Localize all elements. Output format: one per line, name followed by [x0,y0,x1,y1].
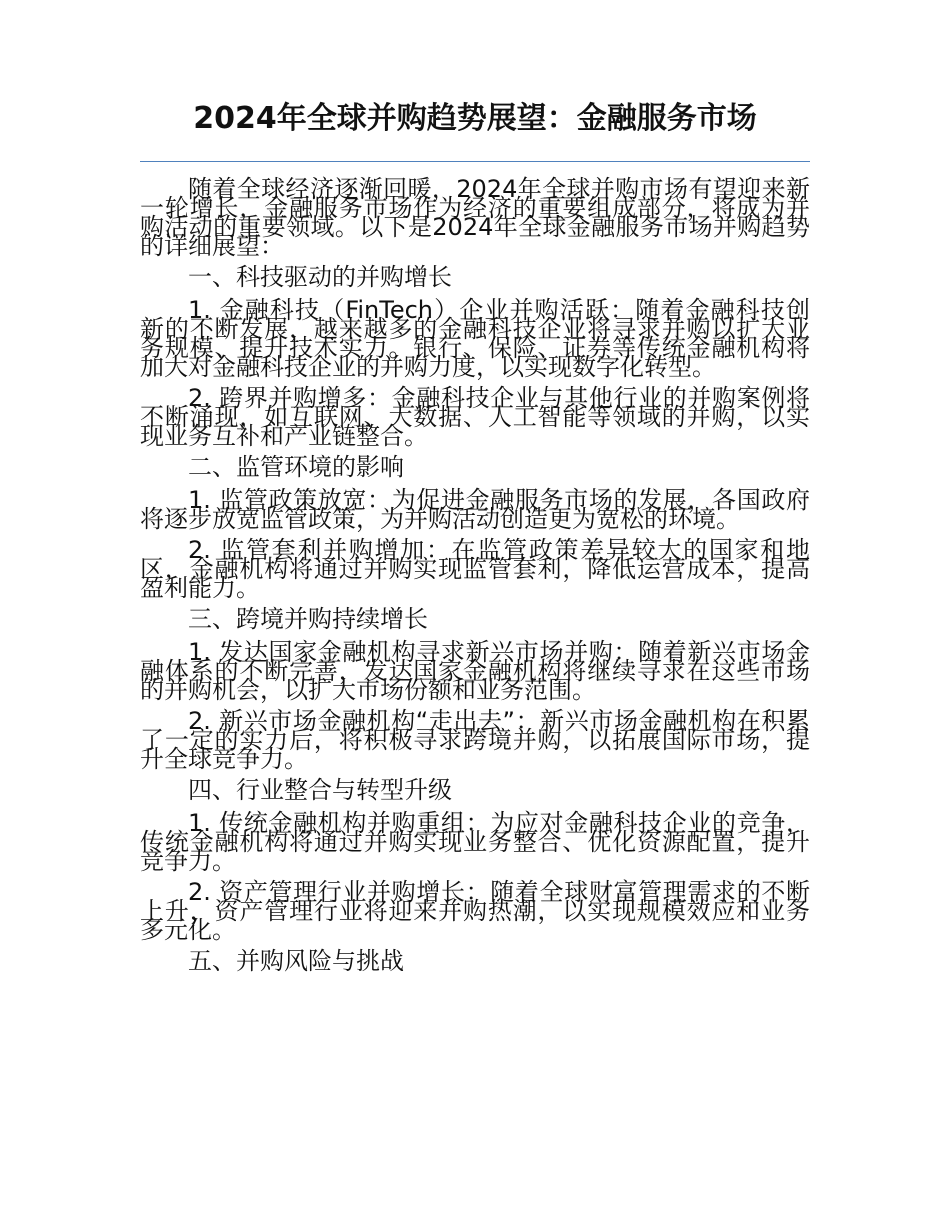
section-heading-risks: 五、并购风险与挑战 [188,947,404,975]
paragraph-fintech-mna: 1. 金融科技（FinTech）企业并购活跃：随着金融科技创新的不断发展，越来越多的金融科技企业将寻求并购以扩大业务规模、提升技术实力。银行、保险、证券等传统金融机构将加大对金融科技企业的并购力度，以实现数字化转型。 [140,296,810,381]
paragraph-asset-management-mna: 2. 资产管理行业并购增长：随着全球财富管理需求的不断上升，资产管理行业将迎来并购热潮，以实现规模效应和业务多元化。 [140,878,810,944]
section-heading-regulation: 二、监管环境的影响 [188,453,404,481]
paragraph-emerging-market-mna: 2. 新兴市场金融机构“走出去”：新兴市场金融机构在积累了一定的实力后，将积极寻求跨境并购，以拓展国际市场，提升全球竞争力。 [140,707,810,773]
document-title: 2024年全球并购趋势展望：金融服务市场 [193,101,757,136]
title-underline [140,161,810,162]
section-heading-cross-border: 三、跨境并购持续增长 [188,605,428,633]
paragraph-regulatory-arbitrage: 2. 监管套利并购增加：在监管政策差异较大的国家和地区，金融机构将通过并购实现监管套利，降低运营成本，提高盈利能力。 [140,536,810,602]
paragraph-traditional-restructuring: 1. 传统金融机构并购重组：为应对金融科技企业的竞争，传统金融机构将通过并购实现业务整合、优化资源配置，提升竞争力。 [140,809,810,875]
document-body [140,175,810,985]
paragraph-regulation-relax: 1. 监管政策放宽：为促进金融服务市场的发展，各国政府将逐步放宽监管政策，为并购活动创造更为宽松的环境。 [140,486,810,533]
section-heading-tech: 一、科技驱动的并购增长 [188,263,452,291]
paragraph-developed-market-mna: 1. 发达国家金融机构寻求新兴市场并购：随着新兴市场金融体系的不断完善，发达国家金融机构将继续寻求在这些市场的并购机会，以扩大市场份额和业务范围。 [140,638,810,704]
intro-paragraph: 随着全球经济逐渐回暖，2024年全球并购市场有望迎来新一轮增长，金融服务市场作为经济的重要组成部分，将成为并购活动的重要领域。以下是2024年全球金融服务市场并购趋势的详细展望： [140,175,810,260]
section-heading-integration: 四、行业整合与转型升级 [188,776,452,804]
paragraph-cross-industry-mna: 2. 跨界并购增多：金融科技企业与其他行业的并购案例将不断涌现，如互联网、大数据、人工智能等领域的并购，以实现业务互补和产业链整合。 [140,384,810,450]
